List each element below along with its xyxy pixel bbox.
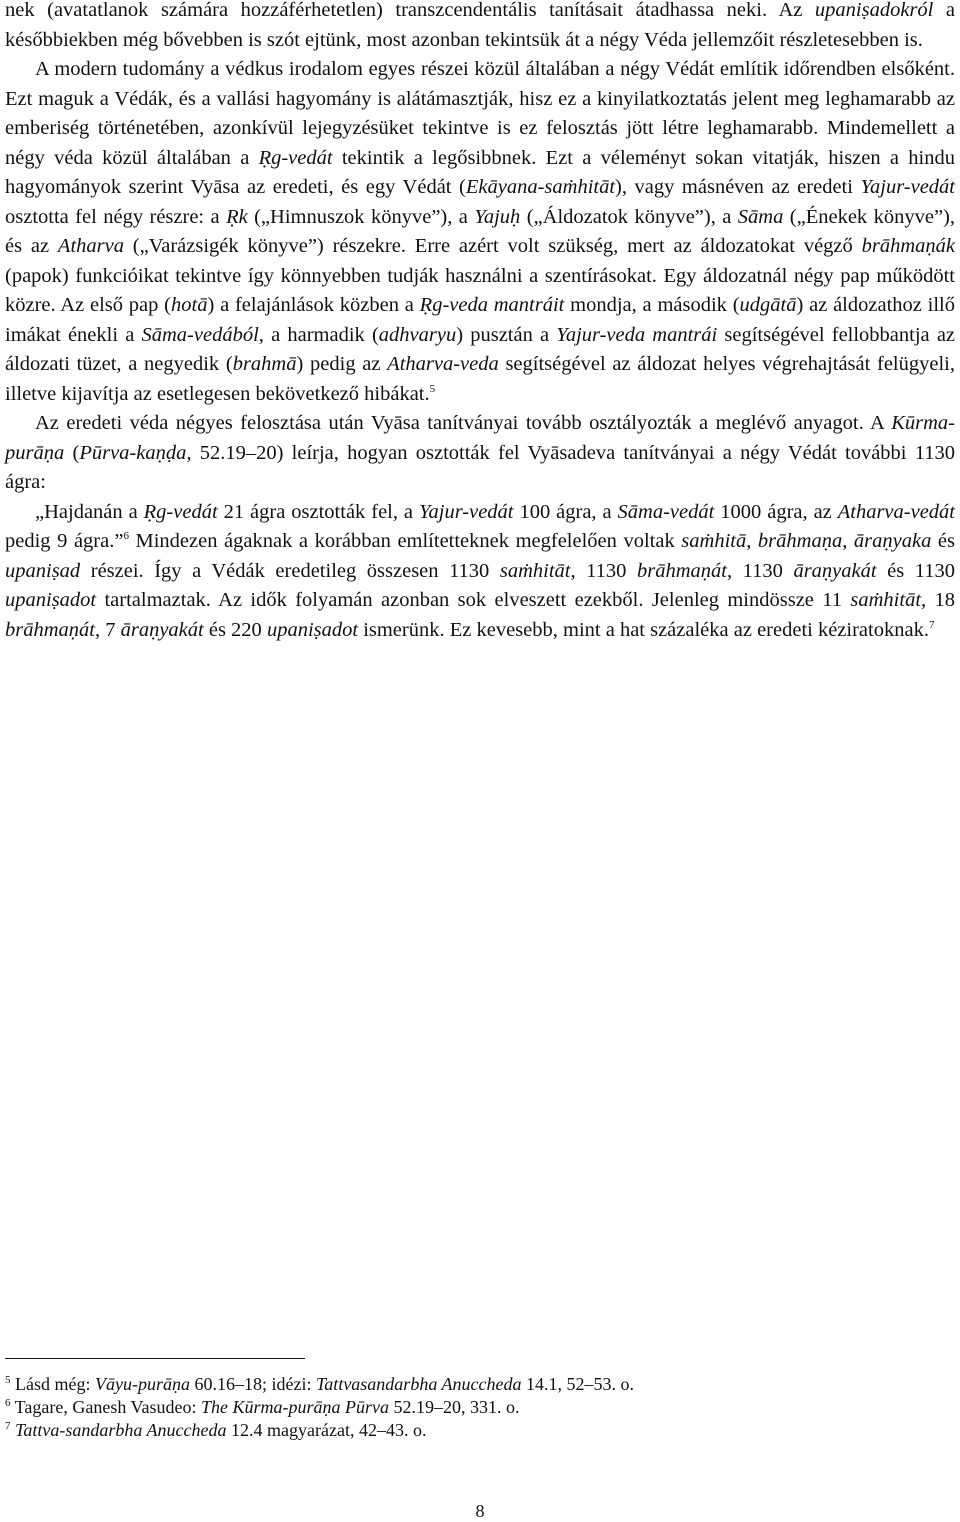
text-run: 21 ágra osztották fel, a xyxy=(217,500,419,523)
text-run: 12.4 magyarázat, 42–43. o. xyxy=(226,1420,427,1440)
italic-term: Ekāyana-saṁhitāt xyxy=(465,176,616,198)
italic-term: Sāma-vedából xyxy=(141,323,259,346)
italic-term: Ṛk xyxy=(226,205,248,228)
text-run: ) a felajánlások közben a xyxy=(207,294,420,316)
text-run: , a harmadik ( xyxy=(258,323,379,346)
text-run: , 1130 xyxy=(726,559,794,582)
paragraph-2 xyxy=(5,55,955,409)
italic-term: Atharva-veda xyxy=(387,353,499,375)
italic-term: upaniṣadokról xyxy=(814,0,934,21)
footnote-reference: 6 xyxy=(123,530,129,543)
text-run: , 1130 xyxy=(570,559,637,582)
body-text xyxy=(5,0,955,645)
paragraph-3 xyxy=(5,409,955,498)
footnotes xyxy=(5,1373,955,1442)
text-run: A modern tudomány a védkus irodalom egyes részei közül általában a négy Védát említik időrendben elsőként. Ezt maguk a Védák, és a vallási hagyomány is alátámasztják, hisz ez a kinyilatkoztatás jelent meg leghamarabb az emberiség történetében, azonkívül lejegyzésüket tekintve is ez felosztás jött létre leghamarabb. Mindemellett a négy véda közül általában a xyxy=(5,58,955,169)
text-run: segítségével az áldozat helyes végrehajtását felügyeli, illetve kijavítja az esetlegesen bekövetkező hibákat. xyxy=(5,353,955,405)
italic-term: Ṛg-veda mantráit xyxy=(419,294,565,316)
text-run: ismerünk. Ez kevesebb, mint a hat százaléka az eredeti kéziratoknak. xyxy=(358,618,929,641)
italic-term: saṁhitā xyxy=(681,530,747,552)
italic-term: adhvaryu xyxy=(378,323,457,346)
italic-term: Atharva-vedát xyxy=(837,500,955,523)
text-run: 52.19–20) leírja, hogyan osztották fel Vyāsadeva tanítványai a négy Védát további 1130 ágra: xyxy=(5,441,955,493)
italic-term: Sāma-vedát xyxy=(617,500,715,523)
italic-term: saṁhitāt xyxy=(850,589,922,611)
footnote-reference: 6 xyxy=(5,1397,11,1409)
text-run: részei. Így a Védák eredetileg összesen 1130 xyxy=(80,559,500,582)
italic-term: Vāyu-purāṇa xyxy=(94,1374,190,1394)
text-run: 1000 ágra, az xyxy=(714,500,838,523)
text-run: , 7 xyxy=(94,618,121,641)
text-run: 52.19–20, 331. o. xyxy=(389,1397,520,1417)
italic-term: hotā xyxy=(171,294,208,316)
text-run: Tagare, Ganesh Vasudeo: xyxy=(10,1397,202,1417)
italic-term: Yajuḥ xyxy=(474,205,521,228)
italic-term: The Kūrma-purāṇa Pūrva xyxy=(201,1397,390,1417)
italic-term: upaniṣadot xyxy=(266,618,359,641)
text-run: , 18 xyxy=(921,589,956,611)
footnote-separator xyxy=(5,1358,305,1359)
text-run: (papok) funkcióikat tekintve így könnyebben tudják használni a szentírásokat. Egy áldozatnál négy pap működött közre. Az első pap ( xyxy=(5,264,955,316)
italic-term: āraṇyakát xyxy=(793,559,877,582)
text-run: mondja, a második ( xyxy=(564,294,740,316)
text-run: pedig 9 ágra.” xyxy=(5,530,124,552)
italic-term: brāhmaṇát xyxy=(636,559,727,582)
paragraph-1 xyxy=(5,0,955,55)
italic-term: Pūrva-kaṇḍa, xyxy=(79,441,192,464)
footnote-fn7 xyxy=(5,1419,955,1442)
text-run: 100 ágra, a xyxy=(513,500,618,523)
text-run: és xyxy=(931,530,956,552)
text-run: ( xyxy=(64,441,80,464)
footnote-reference: 5 xyxy=(429,382,436,395)
text-run: ) az áldozathoz illő imákat énekli a xyxy=(5,294,955,346)
text-run: Az eredeti véda négyes felosztása után Vyāsa tanítványai tovább osztályozták a meglévő anyagot. A xyxy=(35,412,892,434)
text-run: ) pedig az xyxy=(296,353,388,375)
italic-term: Yajur-vedát xyxy=(418,500,514,523)
text-run: ) pusztán a xyxy=(456,323,557,346)
text-run: „Hajdanán a xyxy=(35,500,144,523)
italic-term: brāhmaṇák xyxy=(861,235,955,257)
italic-term: Tattva-sandarbha Anuccheda xyxy=(15,1420,227,1440)
text-run: és 220 xyxy=(203,618,267,641)
paragraph-4 xyxy=(5,498,955,646)
text-run: („Varázsigék könyve”) részekre. Erre azért volt szükség, mert az áldozatokat végző xyxy=(123,235,862,257)
italic-term: Kūrma-purāṇa xyxy=(5,412,955,464)
footnote-fn5 xyxy=(5,1373,955,1396)
italic-term: brāhmaṇa xyxy=(757,530,843,552)
italic-term: Yajur-veda mantrái xyxy=(556,323,718,346)
italic-term: āraṇyakát xyxy=(120,618,204,641)
text-run: , xyxy=(746,530,758,552)
text-run: 14.1, 52–53. o. xyxy=(521,1374,634,1394)
italic-term: brahmā xyxy=(232,353,297,375)
italic-term: Ṛg-vedát xyxy=(258,146,333,169)
italic-term: upaniṣad xyxy=(5,559,81,582)
italic-term: āraṇyaka xyxy=(853,530,932,552)
text-run: 60.16–18; idézi: xyxy=(189,1374,316,1394)
italic-term: upaniṣadot xyxy=(5,589,97,611)
text-run: tartalmaztak. Az idők folyamán azonban sok elveszett ezekből. Jelenleg mindössze 11 xyxy=(96,589,851,611)
footnote-reference: 5 xyxy=(5,1374,11,1386)
footnote-fn6 xyxy=(5,1396,955,1419)
text-run: („Énekek könyve”), és az xyxy=(5,205,955,257)
page-number: 8 xyxy=(475,1501,485,1521)
italic-term: brāhmaṇát xyxy=(5,618,95,641)
text-run: Lásd még: xyxy=(10,1374,95,1394)
text-run: osztotta fel négy részre: a xyxy=(5,205,227,228)
text-run: („Himnuszok könyve”), a xyxy=(247,205,475,228)
italic-term: Sāma xyxy=(737,205,784,228)
text-run: tekintik a legősibbnek. Ezt a véleményt sokan vitatják, hiszen a hindu hagyományok szerint Vyāsa az eredeti, és egy Védát ( xyxy=(5,146,955,198)
italic-term: Tattvasandarbha Anuccheda xyxy=(315,1374,522,1394)
italic-term: Atharva xyxy=(57,235,124,257)
text-run: és 1130 xyxy=(876,559,955,582)
text-run: nek (avatatlanok számára hozzáférhetetlen) transzcendentális tanításait átadhassa neki. Az xyxy=(5,0,815,21)
text-run: Mindezen ágaknak a korábban említetteknek megfelelően voltak xyxy=(128,530,682,552)
footnote-reference: 7 xyxy=(5,1420,11,1432)
text-run: a későbbiekben még bővebben is szót ejtünk, most azonban tekintsük át a négy Véda jellemzőit részletesebben is. xyxy=(5,0,955,51)
italic-term: saṁhitāt xyxy=(499,559,571,582)
italic-term: udgātā xyxy=(739,294,797,316)
italic-term: Ṛg-vedát xyxy=(143,500,218,523)
text-run: ), vagy másnéven az eredeti xyxy=(615,176,861,198)
footnote-reference: 7 xyxy=(928,618,935,631)
text-run: , xyxy=(842,530,854,552)
text-run: („Áldozatok könyve”), a xyxy=(520,205,738,228)
text-run: segítségével fellobbantja az áldozati tüzet, a negyedik ( xyxy=(5,323,956,375)
italic-term: Yajur-vedát xyxy=(860,176,955,198)
